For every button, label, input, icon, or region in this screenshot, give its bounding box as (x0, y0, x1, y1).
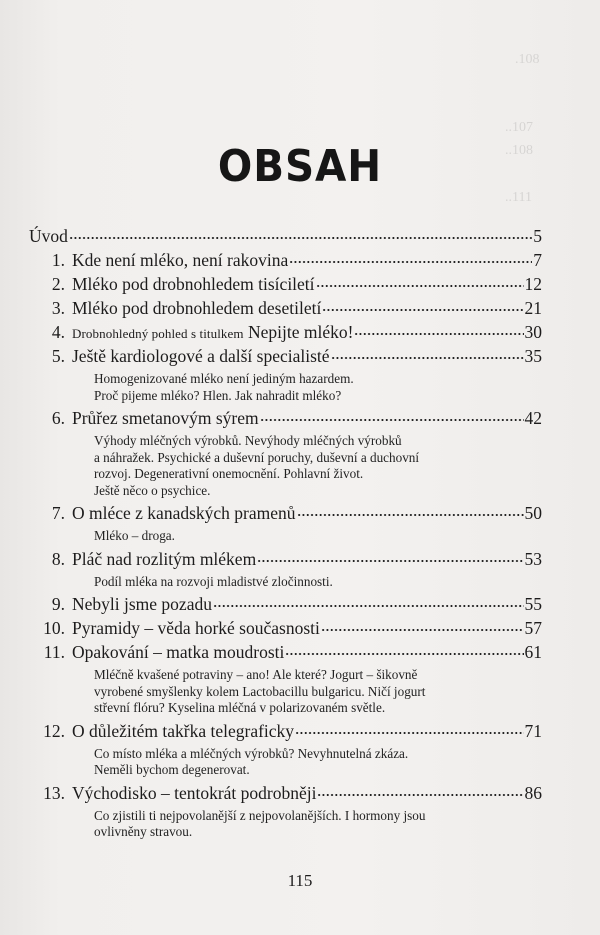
chapter-title-text: Pyramidy – věda horké současnosti (72, 618, 320, 638)
table-of-contents (29, 226, 542, 845)
chapter-title (72, 594, 212, 615)
chapter-title-text: Úvod (29, 226, 68, 246)
chapter-title-text: Nebyli jsme pozadu (72, 594, 212, 614)
subtopic-line: Neměli bychom degenerovat. (94, 762, 250, 777)
toc-entry (29, 250, 542, 274)
subtopic-line: Homogenizované mléko není jediným hazardem. (94, 371, 354, 386)
toc-entry-row (29, 250, 542, 274)
chapter-title (72, 408, 259, 429)
bleed-through-text: .108 (515, 52, 540, 67)
subtopic-line: Co zjistili ti nejpovolanější z nejpovolanějších. I hormony jsou (94, 807, 426, 823)
chapter-title (72, 503, 296, 524)
chapter-title-text: O důležitém takřka telegraficky (72, 720, 295, 741)
chapter-subtopics (94, 574, 542, 591)
toc-entry-row (29, 298, 542, 322)
chapter-number: 11. (43, 642, 65, 662)
chapter-title-text: Kde není mléko, není rakovina (72, 250, 289, 270)
chapter-title (72, 274, 315, 295)
subtopic-line: Co místo mléka a mléčných výrobků? Nevyhnutelná zkáza. (94, 745, 409, 761)
chapter-title-text: Průřez smetanovým sýrem (72, 408, 259, 428)
chapter-number: 9. (51, 594, 65, 614)
dot-leader (295, 726, 523, 740)
chapter-subtopics (94, 667, 542, 717)
toc-entry (29, 408, 542, 499)
subtopic-line: vyrobené smyšlenky kolem Lactobacillu bulgaricu. Ničí jogurt (94, 683, 426, 699)
chapter-page-number: 61 (524, 642, 542, 662)
toc-entry (29, 346, 542, 404)
chapter-title (72, 346, 330, 367)
chapter-subtopics (94, 528, 542, 545)
dot-leader (316, 279, 524, 293)
dot-leader (354, 327, 523, 341)
chapter-title (72, 618, 320, 639)
subtopic-line: střevní flóru? Kyselina mléčná v polarizovaném světle. (94, 700, 386, 715)
chapter-page-number: 30 (524, 322, 542, 342)
subtopic-line: Podíl mléka na rozvoji mladistvé zločinnosti. (94, 573, 333, 589)
chapter-title-prefix: Drobnohledný pohled s titulkem (72, 326, 244, 341)
dot-leader (260, 413, 524, 427)
toc-entry (29, 642, 542, 717)
toc-entry (29, 549, 542, 591)
chapter-page-number: 5 (533, 226, 542, 246)
toc-entry-row (29, 549, 542, 573)
dot-leader (321, 623, 524, 637)
chapter-number: 3. (51, 298, 65, 318)
chapter-title-text: Východisko – tentokrát podrobněji (72, 782, 317, 803)
toc-entry (29, 783, 542, 841)
chapter-number: 7. (51, 503, 65, 523)
toc-entry-row (29, 503, 542, 527)
chapter-title (72, 322, 353, 343)
chapter-subtopics (94, 808, 542, 841)
toc-entry-row (29, 618, 542, 642)
subtopic-line: rozvoj. Degenerativní onemocnění. Pohlavní život. (94, 466, 364, 481)
chapter-title-text: Mléko pod drobnohledem desetiletí (72, 298, 322, 318)
chapter-page-number: 57 (524, 618, 542, 638)
chapter-page-number: 71 (524, 720, 542, 741)
bleed-through-text: ..111 (505, 190, 532, 205)
chapter-number: 13. (43, 782, 65, 803)
page-number: 115 (287, 871, 313, 890)
chapter-title-text: Opakování – matka moudrosti (72, 642, 285, 662)
dot-leader (257, 554, 523, 568)
chapter-title-text: Ještě kardiologové a další specialisté (72, 346, 330, 366)
subtopic-line: Mléko – droga. (94, 528, 175, 543)
chapter-number: 1. (51, 250, 65, 270)
chapter-title-text: O mléce z kanadských pramenů (72, 503, 296, 523)
chapter-page-number: 53 (524, 548, 542, 569)
chapter-page-number: 35 (524, 346, 542, 366)
chapter-page-number: 7 (533, 250, 542, 270)
page-title: OBSAH (217, 141, 383, 192)
chapter-page-number: 42 (524, 408, 542, 428)
dot-leader (69, 231, 532, 245)
subtopic-line: a náhražek. Psychické a duševní poruchy, duševní a duchovní (94, 449, 420, 465)
chapter-number: 2. (51, 274, 65, 294)
chapter-number: 12. (43, 720, 65, 741)
dot-leader (322, 303, 523, 317)
chapter-title-text: Pláč nad rozlitým mlékem (72, 548, 257, 569)
chapter-number: 10. (43, 618, 65, 638)
chapter-title-text: Nepijte mléko! (248, 322, 354, 342)
chapter-page-number: 21 (524, 298, 542, 318)
toc-entry-row (29, 408, 542, 432)
chapter-title (72, 642, 284, 663)
chapter-page-number: 86 (524, 782, 542, 803)
chapter-title (72, 298, 321, 319)
toc-entry-row (29, 721, 542, 745)
bleed-through-text: ..108 (505, 143, 533, 158)
subtopic-line: Ještě něco o psychice. (94, 482, 211, 498)
subtopic-line: ovlivněny stravou. (94, 824, 193, 839)
toc-entry-row (29, 226, 542, 250)
chapter-page-number: 50 (524, 503, 542, 523)
toc-entry (29, 721, 542, 779)
dot-leader (289, 255, 532, 269)
dot-leader (317, 788, 523, 802)
chapter-title-text: Mléko pod drobnohledem tisíciletí (72, 274, 315, 294)
dot-leader (331, 351, 524, 365)
chapter-number: 5. (51, 346, 65, 366)
dot-leader (285, 647, 523, 661)
toc-entry (29, 226, 542, 250)
chapter-number: 4. (51, 322, 65, 342)
chapter-subtopics (94, 371, 542, 404)
bleed-through-text: ..107 (505, 120, 533, 135)
toc-entry-row (29, 322, 542, 346)
chapter-title (72, 783, 316, 804)
toc-entry-row (29, 594, 542, 618)
subtopic-line: Výhody mléčných výrobků. Nevýhody mléčných výrobků (94, 433, 402, 448)
toc-entry-row (29, 642, 542, 666)
toc-entry (29, 594, 542, 618)
toc-entry-row (29, 274, 542, 298)
chapter-title (72, 721, 294, 742)
toc-entry (29, 298, 542, 322)
toc-entry-row (29, 346, 542, 370)
subtopic-line: Proč pijeme mléko? Hlen. Jak nahradit mléko? (94, 387, 342, 403)
subtopic-line: Mléčně kvašené potraviny – ano! Ale které? Jogurt – šikovně (94, 667, 418, 682)
toc-entry (29, 503, 542, 545)
toc-entry (29, 322, 542, 346)
dot-leader (213, 599, 524, 613)
chapter-title (72, 549, 256, 570)
chapter-page-number: 55 (524, 594, 542, 614)
toc-entry (29, 618, 542, 642)
toc-entry (29, 274, 542, 298)
chapter-page-number: 12 (524, 274, 542, 294)
dot-leader (297, 508, 524, 522)
toc-entry-row (29, 783, 542, 807)
chapter-number: 8. (51, 548, 65, 569)
chapter-title (29, 226, 68, 247)
chapter-title (72, 250, 288, 271)
chapter-subtopics (94, 746, 542, 779)
chapter-subtopics (94, 433, 542, 499)
chapter-number: 6. (51, 408, 65, 428)
